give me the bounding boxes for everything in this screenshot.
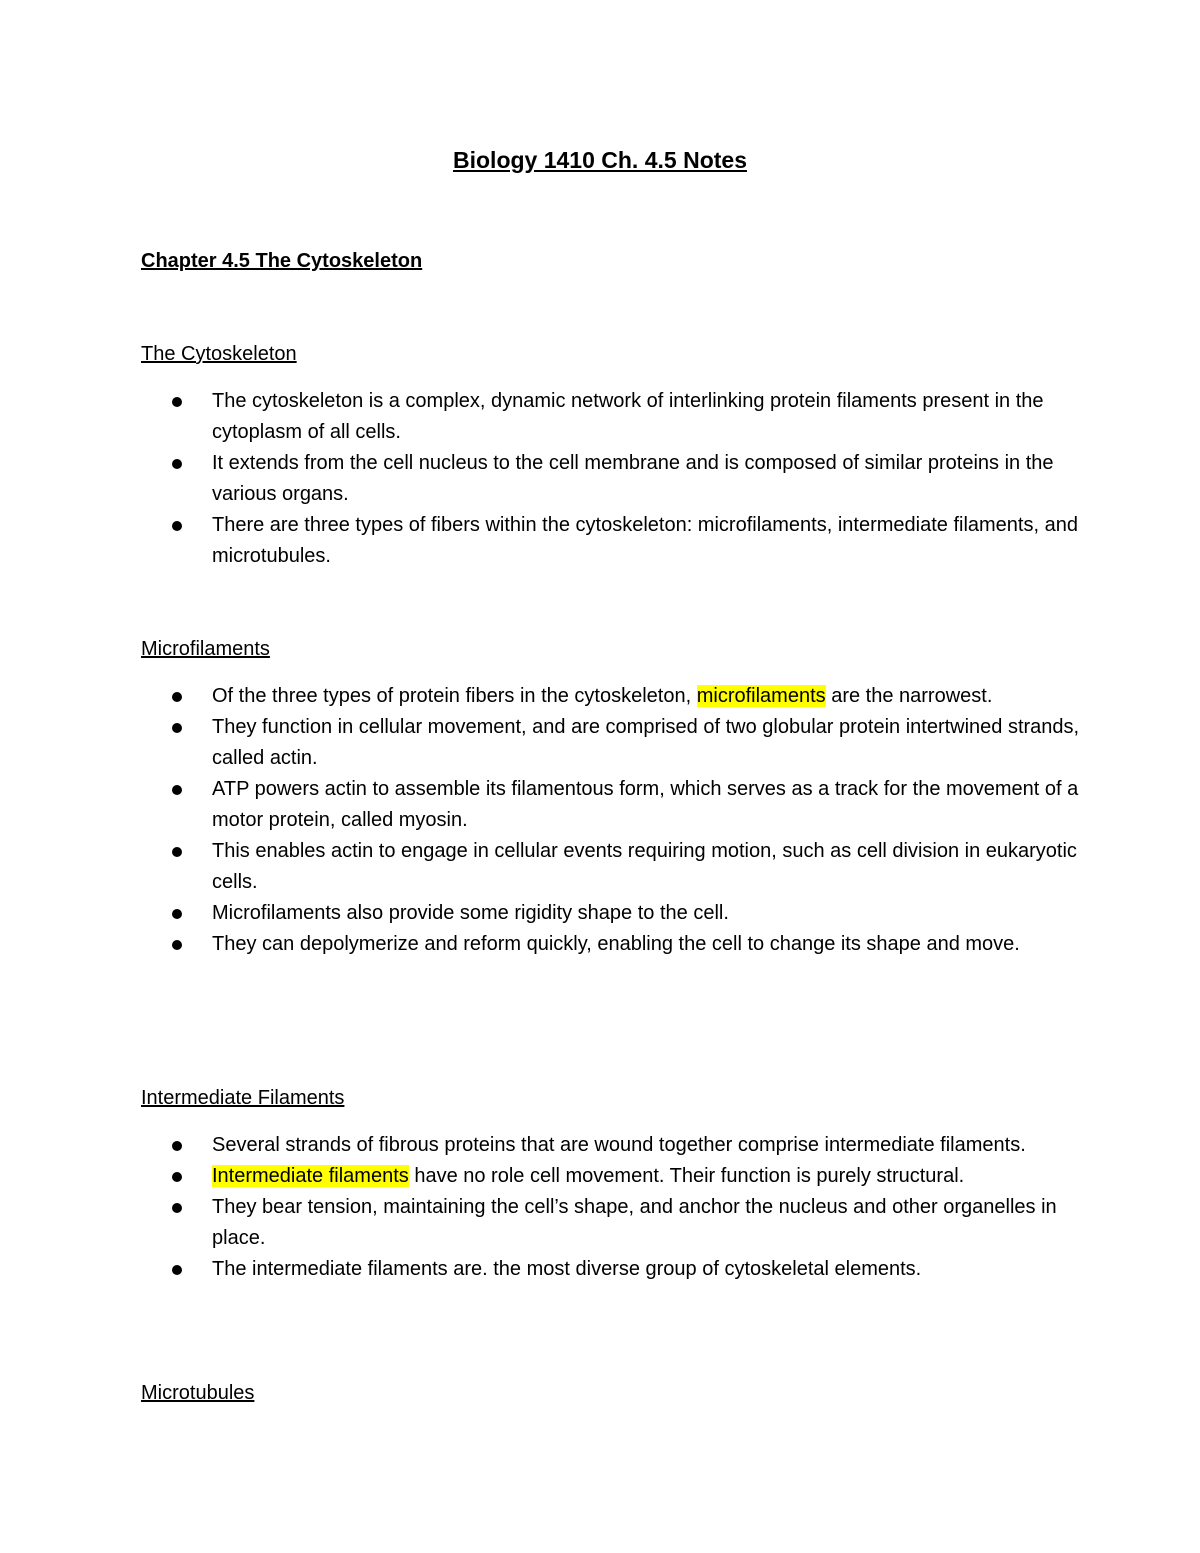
bullet-icon bbox=[172, 909, 182, 919]
bullet-icon bbox=[172, 521, 182, 531]
list-item-text: The intermediate filaments are. the most diverse group of cytoskeletal elements. bbox=[212, 1258, 922, 1280]
list-item bbox=[141, 929, 1081, 960]
document-title: Biology 1410 Ch. 4.5 Notes bbox=[453, 147, 747, 173]
bullet-icon bbox=[172, 723, 182, 733]
bullet-icon bbox=[172, 1203, 182, 1213]
list-item bbox=[141, 898, 1081, 929]
bullet-icon bbox=[172, 1265, 182, 1275]
section-intermediate-filaments bbox=[141, 1084, 1081, 1285]
bullet-icon bbox=[172, 1141, 182, 1151]
list-item-text: They function in cellular movement, and are comprised of two globular protein intertwined strands, called actin. bbox=[212, 716, 1080, 769]
list-item bbox=[141, 681, 1081, 712]
section-heading: Microfilaments bbox=[141, 638, 270, 660]
section-heading: Microtubules bbox=[141, 1382, 255, 1404]
list-item-text: The cytoskeleton is a complex, dynamic network of interlinking protein filaments present in the cytoplasm of all cells. bbox=[212, 390, 1044, 443]
list-item bbox=[141, 448, 1081, 510]
list-item-text-after: are the narrowest. bbox=[825, 685, 993, 707]
list-item bbox=[141, 836, 1081, 898]
bullet-list bbox=[141, 1130, 1081, 1285]
list-item bbox=[141, 774, 1081, 836]
list-item bbox=[141, 1254, 1081, 1285]
bullet-icon bbox=[172, 785, 182, 795]
bullet-icon bbox=[172, 397, 182, 407]
list-item-text: There are three types of fibers within the cytoskeleton: microfilaments, intermediate filaments, and microtubules. bbox=[212, 514, 1078, 567]
list-item-text: Microfilaments also provide some rigidity shape to the cell. bbox=[212, 902, 729, 924]
bullet-list bbox=[141, 386, 1081, 572]
list-item bbox=[141, 1192, 1081, 1254]
section-cytoskeleton bbox=[141, 340, 1081, 572]
bullet-icon bbox=[172, 1172, 182, 1182]
bullet-icon bbox=[172, 940, 182, 950]
bullet-icon bbox=[172, 847, 182, 857]
chapter-heading: Chapter 4.5 The Cytoskeleton bbox=[141, 250, 423, 272]
list-item bbox=[141, 386, 1081, 448]
bullet-list bbox=[141, 681, 1081, 960]
section-microtubules bbox=[141, 1379, 1081, 1425]
highlighted-term: microfilaments bbox=[696, 685, 826, 707]
section-heading: Intermediate Filaments bbox=[141, 1087, 345, 1109]
bullet-icon bbox=[172, 459, 182, 469]
list-item-text: Several strands of fibrous proteins that are wound together comprise intermediate filaments. bbox=[212, 1134, 1026, 1156]
bullet-icon bbox=[172, 692, 182, 702]
list-item bbox=[141, 510, 1081, 572]
highlighted-term: Intermediate filaments bbox=[212, 1165, 409, 1187]
list-item bbox=[141, 1161, 1081, 1192]
section-microfilaments bbox=[141, 635, 1081, 960]
list-item bbox=[141, 712, 1081, 774]
list-item-text-after: have no role cell movement. Their function is purely structural. bbox=[408, 1165, 965, 1187]
list-item-text: It extends from the cell nucleus to the cell membrane and is composed of similar proteins in the various organs. bbox=[212, 452, 1054, 505]
list-item-text-before: Of the three types of protein fibers in the cytoskeleton, bbox=[212, 685, 697, 707]
list-item-text: They bear tension, maintaining the cell’s shape, and anchor the nucleus and other organelles in place. bbox=[212, 1196, 1057, 1249]
list-item-text: They can depolymerize and reform quickly, enabling the cell to change its shape and move. bbox=[212, 933, 1020, 955]
list-item bbox=[141, 1130, 1081, 1161]
list-item-text: This enables actin to engage in cellular events requiring motion, such as cell division in eukaryotic cells. bbox=[212, 840, 1077, 893]
section-heading: The Cytoskeleton bbox=[141, 343, 297, 365]
list-item-text: ATP powers actin to assemble its filamentous form, which serves as a track for the movement of a motor protein, called myosin. bbox=[212, 778, 1079, 831]
